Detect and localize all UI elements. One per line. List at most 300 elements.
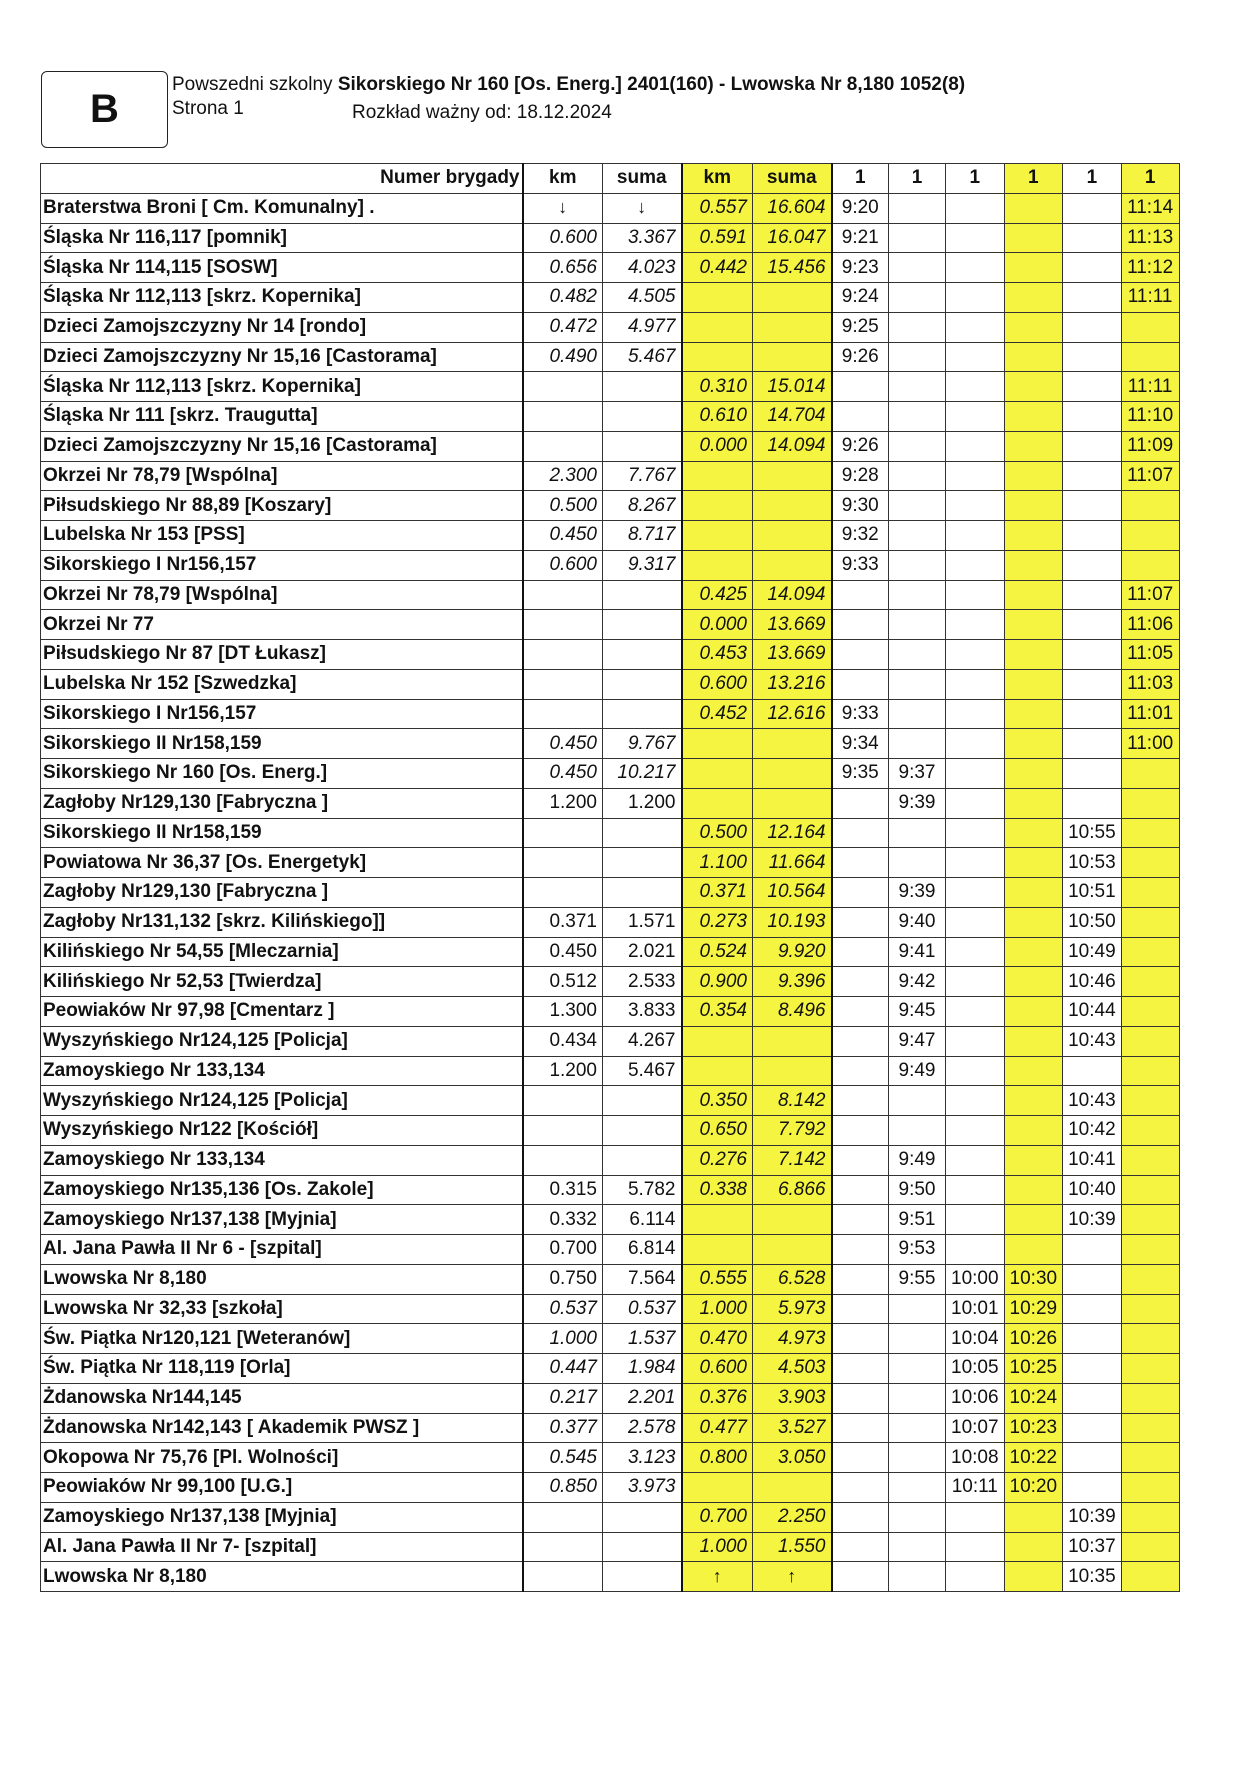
trip-time-4: [1004, 640, 1063, 670]
trip-time-6: [1121, 997, 1179, 1027]
trip-time-1: [832, 669, 889, 699]
trip-time-5: 10:49: [1063, 937, 1122, 967]
suma1-cell: 8.717: [603, 521, 682, 551]
trip-time-5: [1063, 431, 1122, 461]
trip-time-3: [946, 1532, 1005, 1562]
trip-time-6: [1121, 1532, 1179, 1562]
trip-time-5: [1063, 283, 1122, 313]
suma1-cell: 6.814: [603, 1235, 682, 1265]
suma2-cell: 16.047: [753, 223, 832, 253]
trip-time-2: [889, 283, 946, 313]
km1-cell: 0.490: [523, 342, 603, 372]
header-suma1: suma: [603, 164, 682, 194]
suma2-cell: 9.920: [753, 937, 832, 967]
suma2-cell: 12.164: [753, 818, 832, 848]
suma2-cell: 14.704: [753, 402, 832, 432]
trip-time-1: [832, 640, 889, 670]
trip-time-3: [946, 1086, 1005, 1116]
km2-cell: [682, 788, 753, 818]
suma2-cell: 14.094: [753, 580, 832, 610]
table-row: [41, 1116, 1180, 1146]
trip-time-1: 9:20: [832, 193, 889, 223]
trip-time-3: [946, 253, 1005, 283]
trip-time-2: [889, 550, 946, 580]
stop-name: Św. Piątka Nr 118,119 [Orla]: [41, 1354, 523, 1384]
km1-cell: [523, 1562, 603, 1592]
trip-time-4: [1004, 372, 1063, 402]
stop-name: Dzieci Zamojszczyzny Nr 14 [rondo]: [41, 312, 523, 342]
km1-cell: 1.200: [523, 788, 603, 818]
km1-cell: 0.700: [523, 1235, 603, 1265]
km1-cell: [523, 1532, 603, 1562]
trip-time-2: [889, 699, 946, 729]
trip-time-3: [946, 431, 1005, 461]
table-row: [41, 580, 1180, 610]
stop-name: Zamoyskiego Nr137,138 [Myjnia]: [41, 1205, 523, 1235]
km2-cell: 1.000: [682, 1294, 753, 1324]
km2-cell: 0.524: [682, 937, 753, 967]
table-row: [41, 997, 1180, 1027]
header-km1: km: [523, 164, 603, 194]
trip-time-2: 9:49: [889, 1145, 946, 1175]
suma2-cell: 2.250: [753, 1502, 832, 1532]
km2-cell: [682, 461, 753, 491]
trip-time-6: [1121, 1026, 1179, 1056]
trip-time-3: [946, 1175, 1005, 1205]
trip-time-4: [1004, 788, 1063, 818]
suma2-cell: 10.564: [753, 878, 832, 908]
table-row: [41, 1413, 1180, 1443]
suma2-cell: 5.973: [753, 1294, 832, 1324]
trip-time-5: [1063, 1413, 1122, 1443]
trip-time-1: [832, 1175, 889, 1205]
suma1-cell: [603, 431, 682, 461]
trip-time-1: 9:26: [832, 431, 889, 461]
trip-time-5: [1063, 253, 1122, 283]
stop-name: Wyszyńskiego Nr124,125 [Policja]: [41, 1026, 523, 1056]
km2-cell: 0.900: [682, 967, 753, 997]
table-row: [41, 1294, 1180, 1324]
trip-time-4: [1004, 550, 1063, 580]
suma2-cell: 3.527: [753, 1413, 832, 1443]
km2-cell: [682, 729, 753, 759]
stop-name: Lwowska Nr 8,180: [41, 1562, 523, 1592]
suma2-cell: 13.669: [753, 610, 832, 640]
trip-time-6: [1121, 818, 1179, 848]
km2-cell: [682, 1473, 753, 1503]
trip-time-6: 11:12: [1121, 253, 1179, 283]
trip-time-1: [832, 1056, 889, 1086]
stop-name: Zamoyskiego Nr137,138 [Myjnia]: [41, 1502, 523, 1532]
km1-cell: [523, 1502, 603, 1532]
km2-cell: 0.600: [682, 669, 753, 699]
km1-cell: 1.000: [523, 1324, 603, 1354]
trip-time-6: 11:11: [1121, 283, 1179, 313]
trip-time-1: [832, 1294, 889, 1324]
km2-cell: [682, 1205, 753, 1235]
trip-time-6: [1121, 848, 1179, 878]
stop-name: Św. Piątka Nr120,121 [Weteranów]: [41, 1324, 523, 1354]
trip-time-6: [1121, 1562, 1179, 1592]
km1-cell: 0.332: [523, 1205, 603, 1235]
trip-time-1: 9:34: [832, 729, 889, 759]
header-row: [41, 164, 1180, 194]
trip-time-6: [1121, 967, 1179, 997]
stop-name: Żdanowska Nr142,143 [ Akademik PWSZ ]: [41, 1413, 523, 1443]
trip-time-5: [1063, 669, 1122, 699]
trip-time-6: [1121, 1383, 1179, 1413]
table-row: [41, 461, 1180, 491]
trip-time-4: [1004, 1532, 1063, 1562]
trip-time-4: [1004, 491, 1063, 521]
trip-time-4: [1004, 610, 1063, 640]
suma1-cell: 4.267: [603, 1026, 682, 1056]
trip-time-2: [889, 1532, 946, 1562]
trip-time-5: 10:43: [1063, 1026, 1122, 1056]
stop-name: Piłsudskiego Nr 87 [DT Łukasz]: [41, 640, 523, 670]
trip-time-1: [832, 848, 889, 878]
trip-time-4: [1004, 907, 1063, 937]
km1-cell: 0.656: [523, 253, 603, 283]
suma2-cell: 9.396: [753, 967, 832, 997]
suma1-cell: 1.571: [603, 907, 682, 937]
trip-time-1: [832, 1235, 889, 1265]
trip-time-1: [832, 1473, 889, 1503]
km2-cell: 0.453: [682, 640, 753, 670]
stop-name: Okrzei Nr 78,79 [Wspólna]: [41, 461, 523, 491]
stop-name: Wyszyńskiego Nr122 [Kościół]: [41, 1116, 523, 1146]
suma2-cell: 13.669: [753, 640, 832, 670]
trip-time-1: [832, 818, 889, 848]
trip-time-2: 9:51: [889, 1205, 946, 1235]
table-row: [41, 1235, 1180, 1265]
trip-time-4: [1004, 521, 1063, 551]
km1-cell: 1.300: [523, 997, 603, 1027]
trip-time-6: [1121, 1175, 1179, 1205]
trip-time-2: [889, 342, 946, 372]
trip-time-5: 10:35: [1063, 1562, 1122, 1592]
suma1-cell: 2.201: [603, 1383, 682, 1413]
stop-name: Okopowa Nr 75,76 [Pl. Wolności]: [41, 1443, 523, 1473]
table-row: [41, 431, 1180, 461]
km1-cell: 0.450: [523, 729, 603, 759]
suma2-cell: [753, 521, 832, 551]
trip-time-5: 10:46: [1063, 967, 1122, 997]
table-row: [41, 1264, 1180, 1294]
trip-time-2: 9:39: [889, 788, 946, 818]
header-trip-4: 1: [1004, 164, 1063, 194]
km2-cell: 0.425: [682, 580, 753, 610]
stop-name: Okrzei Nr 77: [41, 610, 523, 640]
header-km2: km: [682, 164, 753, 194]
route-title: Sikorskiego Nr 160 [Os. Energ.] 2401(160) - Lwowska Nr 8,180 1052(8): [337, 74, 966, 95]
stop-name: Zamoyskiego Nr 133,134: [41, 1145, 523, 1175]
table-row: [41, 1443, 1180, 1473]
suma1-cell: [603, 610, 682, 640]
table-row: [41, 223, 1180, 253]
trip-time-3: [946, 550, 1005, 580]
trip-time-5: [1063, 193, 1122, 223]
km2-cell: 0.477: [682, 1413, 753, 1443]
trip-time-2: [889, 402, 946, 432]
suma1-cell: [603, 580, 682, 610]
trip-time-1: [832, 997, 889, 1027]
stop-name: Kilińskiego Nr 52,53 [Twierdza]: [41, 967, 523, 997]
trip-time-5: 10:44: [1063, 997, 1122, 1027]
stop-name: Sikorskiego I Nr156,157: [41, 550, 523, 580]
trip-time-6: 11:07: [1121, 580, 1179, 610]
trip-time-2: [889, 1324, 946, 1354]
trip-time-5: [1063, 1294, 1122, 1324]
km1-cell: 0.434: [523, 1026, 603, 1056]
trip-time-5: 10:51: [1063, 878, 1122, 908]
suma2-cell: 4.973: [753, 1324, 832, 1354]
trip-time-6: [1121, 491, 1179, 521]
trip-time-1: 9:28: [832, 461, 889, 491]
table-row: [41, 967, 1180, 997]
km2-cell: 0.452: [682, 699, 753, 729]
suma2-cell: 8.142: [753, 1086, 832, 1116]
up-arrow-icon: ↑: [787, 1565, 797, 1586]
trip-time-3: [946, 669, 1005, 699]
stop-name: Al. Jana Pawła II Nr 6 - [szpital]: [41, 1235, 523, 1265]
stop-name: Zagłoby Nr131,132 [skrz. Kilińskiego]]: [41, 907, 523, 937]
trip-time-4: 10:20: [1004, 1473, 1063, 1503]
trip-time-3: [946, 1502, 1005, 1532]
trip-time-4: [1004, 1086, 1063, 1116]
trip-time-2: 9:45: [889, 997, 946, 1027]
km2-cell: 0.650: [682, 1116, 753, 1146]
suma1-cell: [603, 848, 682, 878]
suma1-cell: [603, 818, 682, 848]
trip-time-1: [832, 1116, 889, 1146]
km2-cell: [682, 521, 753, 551]
trip-time-1: [832, 907, 889, 937]
suma1-cell: 1.984: [603, 1354, 682, 1384]
trip-time-5: [1063, 1443, 1122, 1473]
suma1-cell: 0.537: [603, 1294, 682, 1324]
trip-time-4: [1004, 1056, 1063, 1086]
trip-time-4: 10:22: [1004, 1443, 1063, 1473]
trip-time-4: [1004, 1116, 1063, 1146]
table-row: [41, 1324, 1180, 1354]
km1-cell: 0.750: [523, 1264, 603, 1294]
trip-time-4: [1004, 1026, 1063, 1056]
trip-time-2: [889, 1413, 946, 1443]
trip-time-1: [832, 1086, 889, 1116]
table-row: [41, 848, 1180, 878]
trip-time-5: [1063, 1383, 1122, 1413]
suma2-cell: 4.503: [753, 1354, 832, 1384]
trip-time-6: 11:13: [1121, 223, 1179, 253]
timetable: [40, 163, 1180, 1592]
km2-cell: 0.610: [682, 402, 753, 432]
stop-name: Śląska Nr 114,115 [SOSW]: [41, 253, 523, 283]
suma1-cell: [603, 1145, 682, 1175]
trip-time-2: [889, 253, 946, 283]
trip-time-3: [946, 848, 1005, 878]
stop-name: Śląska Nr 112,113 [skrz. Kopernika]: [41, 283, 523, 313]
trip-time-3: 10:06: [946, 1383, 1005, 1413]
trip-time-4: [1004, 937, 1063, 967]
trip-time-3: [946, 1562, 1005, 1592]
trip-time-4: [1004, 253, 1063, 283]
trip-time-5: [1063, 1264, 1122, 1294]
trip-time-5: [1063, 1056, 1122, 1086]
stop-name: Śląska Nr 111 [skrz. Traugutta]: [41, 402, 523, 432]
suma2-cell: [753, 283, 832, 313]
trip-time-1: [832, 580, 889, 610]
trip-time-5: [1063, 550, 1122, 580]
suma2-cell: 10.193: [753, 907, 832, 937]
suma1-cell: 5.467: [603, 342, 682, 372]
trip-time-2: 9:37: [889, 759, 946, 789]
trip-time-3: [946, 1026, 1005, 1056]
trip-time-5: [1063, 402, 1122, 432]
trip-time-1: 9:26: [832, 342, 889, 372]
suma2-cell: 12.616: [753, 699, 832, 729]
suma1-cell: [603, 1562, 682, 1592]
km1-cell: 0.600: [523, 223, 603, 253]
trip-time-2: [889, 461, 946, 491]
km1-cell: [523, 193, 603, 223]
suma1-cell: [603, 193, 682, 223]
suma1-cell: 2.021: [603, 937, 682, 967]
stop-name: Sikorskiego I Nr156,157: [41, 699, 523, 729]
trip-time-5: [1063, 312, 1122, 342]
trip-time-1: 9:32: [832, 521, 889, 551]
trip-time-5: [1063, 223, 1122, 253]
trip-time-4: [1004, 818, 1063, 848]
trip-time-4: [1004, 342, 1063, 372]
km2-cell: [682, 342, 753, 372]
trip-time-4: 10:30: [1004, 1264, 1063, 1294]
suma1-cell: 9.317: [603, 550, 682, 580]
trip-time-2: 9:47: [889, 1026, 946, 1056]
km1-cell: 0.537: [523, 1294, 603, 1324]
km2-cell: [682, 283, 753, 313]
trip-time-2: [889, 223, 946, 253]
trip-time-1: 9:23: [832, 253, 889, 283]
suma1-cell: 5.782: [603, 1175, 682, 1205]
trip-time-4: [1004, 431, 1063, 461]
suma1-cell: 4.505: [603, 283, 682, 313]
trip-time-1: [832, 1383, 889, 1413]
day-type: Powszedni szkolny: [172, 74, 333, 95]
km2-cell: 0.000: [682, 610, 753, 640]
trip-time-4: [1004, 193, 1063, 223]
suma1-cell: [603, 640, 682, 670]
trip-time-6: [1121, 1473, 1179, 1503]
trip-time-5: [1063, 699, 1122, 729]
km2-cell: 0.273: [682, 907, 753, 937]
km2-cell: 0.700: [682, 1502, 753, 1532]
km1-cell: 0.850: [523, 1473, 603, 1503]
suma1-cell: [603, 699, 682, 729]
trip-time-4: 10:23: [1004, 1413, 1063, 1443]
trip-time-6: 11:14: [1121, 193, 1179, 223]
trip-time-3: [946, 878, 1005, 908]
trip-time-1: [832, 878, 889, 908]
trip-time-3: [946, 818, 1005, 848]
trip-time-4: [1004, 461, 1063, 491]
valid-from: Rozkład ważny od: 18.12.2024: [352, 102, 612, 123]
table-row: [41, 1175, 1180, 1205]
table-row: [41, 1532, 1180, 1562]
trip-time-4: [1004, 848, 1063, 878]
suma2-cell: 3.050: [753, 1443, 832, 1473]
km1-cell: 0.315: [523, 1175, 603, 1205]
header-trip-3: 1: [946, 164, 1005, 194]
suma2-cell: [753, 1205, 832, 1235]
stop-name: Zagłoby Nr129,130 [Fabryczna ]: [41, 878, 523, 908]
trip-time-3: [946, 312, 1005, 342]
suma2-cell: [753, 729, 832, 759]
suma2-cell: [753, 550, 832, 580]
stop-name: Dzieci Zamojszczyzny Nr 15,16 [Castorama]: [41, 431, 523, 461]
trip-time-3: [946, 788, 1005, 818]
trip-time-3: [946, 193, 1005, 223]
km2-cell: 0.500: [682, 818, 753, 848]
km2-cell: [682, 1056, 753, 1086]
trip-time-4: [1004, 223, 1063, 253]
trip-time-6: [1121, 1502, 1179, 1532]
km1-cell: 0.450: [523, 521, 603, 551]
suma1-cell: [603, 372, 682, 402]
suma1-cell: 2.533: [603, 967, 682, 997]
trip-time-6: [1121, 1086, 1179, 1116]
page-header: [172, 73, 966, 123]
km1-cell: 0.545: [523, 1443, 603, 1473]
trip-time-3: 10:01: [946, 1294, 1005, 1324]
table-row: [41, 788, 1180, 818]
suma2-cell: [753, 1056, 832, 1086]
suma2-cell: [753, 1562, 832, 1592]
trip-time-2: 9:41: [889, 937, 946, 967]
stop-name: Śląska Nr 112,113 [skrz. Kopernika]: [41, 372, 523, 402]
table-row: [41, 342, 1180, 372]
table-row: [41, 878, 1180, 908]
trip-time-1: [832, 1264, 889, 1294]
trip-time-3: [946, 937, 1005, 967]
suma1-cell: 3.833: [603, 997, 682, 1027]
suma1-cell: 4.977: [603, 312, 682, 342]
trip-time-5: [1063, 372, 1122, 402]
suma1-cell: 9.767: [603, 729, 682, 759]
trip-time-2: [889, 610, 946, 640]
stop-name: Wyszyńskiego Nr124,125 [Policja]: [41, 1086, 523, 1116]
table-row: [41, 818, 1180, 848]
trip-time-6: [1121, 759, 1179, 789]
table-row: [41, 1145, 1180, 1175]
trip-time-6: [1121, 521, 1179, 551]
trip-time-3: [946, 283, 1005, 313]
km2-cell: 1.000: [682, 1532, 753, 1562]
km1-cell: [523, 848, 603, 878]
stop-name: Braterstwa Broni [ Cm. Komunalny] .: [41, 193, 523, 223]
trip-time-6: [1121, 1116, 1179, 1146]
km2-cell: 0.600: [682, 1354, 753, 1384]
trip-time-6: [1121, 1264, 1179, 1294]
km2-cell: 0.470: [682, 1324, 753, 1354]
trip-time-4: [1004, 997, 1063, 1027]
stop-name: Sikorskiego II Nr158,159: [41, 818, 523, 848]
trip-time-2: [889, 1294, 946, 1324]
table-row: [41, 640, 1180, 670]
header-trip-2: 1: [889, 164, 946, 194]
trip-time-1: [832, 1354, 889, 1384]
km2-cell: 0.310: [682, 372, 753, 402]
